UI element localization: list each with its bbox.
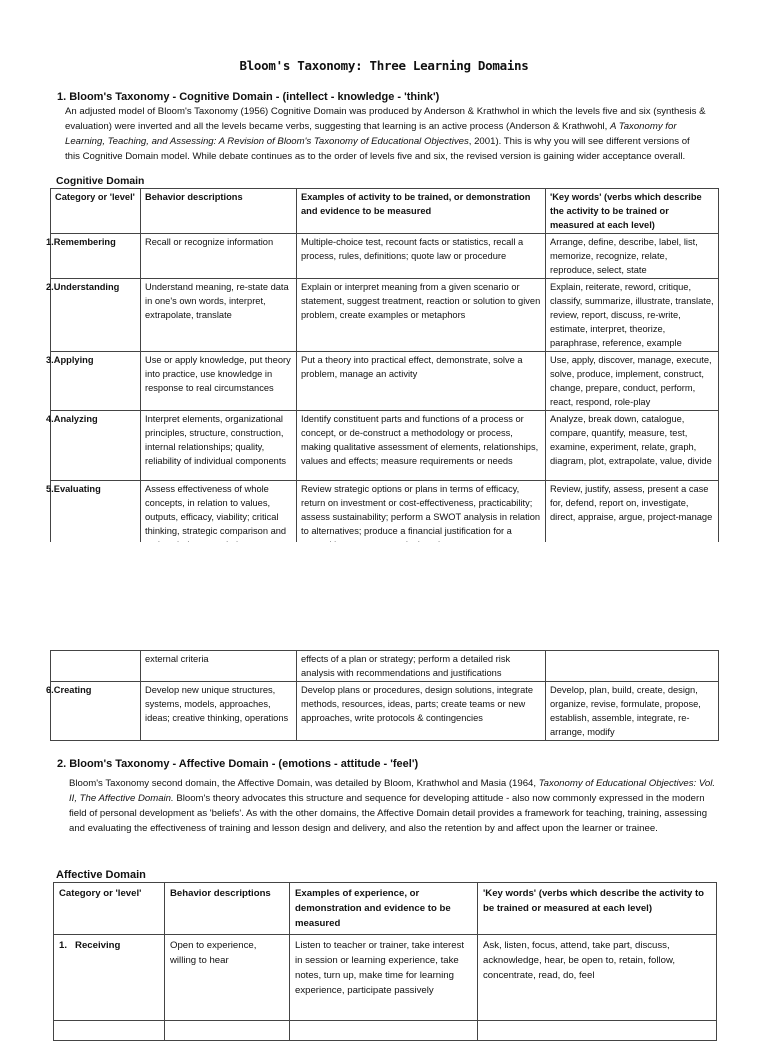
affective-intro-book-title: Taxonomy of Educational Objectives: Vol. II, The Affective Domain. [69,778,716,804]
level-number: 5. [46,484,54,494]
keywords-cell [478,1021,717,1041]
behavior-cell [165,1021,290,1041]
cognitive-section-heading: 1. Bloom's Taxonomy - Cognitive Domain - (intellect - knowledge - 'think') [57,91,440,103]
table-header-row [51,189,719,234]
behavior-cell: Recall or recognize information [141,234,297,279]
level-cell [46,352,141,411]
examples-cell: Develop plans or procedures, design solutions, integrate methods, resources, ideas, parts; create teams or new approaches, write protocols & contingencies [297,682,546,741]
affective-domain-table [53,882,717,1041]
level-number: 4. [46,414,54,424]
header-keywords: 'Key words' (verbs which describe the activity to be trained or measured at each level) [546,189,719,234]
table-row [54,935,717,1021]
level-cell [51,651,141,682]
affective-intro [69,776,717,836]
examples-cell: Listen to teacher or trainer, take interest in session or learning experience, take notes, turn up, make time for learning experience, participate passively [290,935,478,1021]
table-row [51,352,719,411]
behavior-cell: Open to experience, willing to hear [165,935,290,1021]
cognitive-domain-table-continued [46,650,719,741]
keywords-cell: Use, apply, discover, manage, execute, solve, produce, implement, construct, change, prepare, conduct, perform, react, respond, role-play [546,352,719,411]
affective-intro-text-c: Bloom's theory advocates this structure and sequence for developing attitude - also now commonly expressed in the modern field of personal development as 'beliefs'. As with the other domains, the Affective Domain detail provides a framework for teaching, training, assessing and evaluating the effectiveness of training and lesson design and delivery, and also the retention by and affect upon the learner or trainee. [69,793,708,834]
behavior-cell: Assess effectiveness of whole concepts, in relation to values, outputs, efficacy, viability; critical thinking, strategic comparison and [141,481,297,554]
behavior-cell: Use or apply knowledge, put theory into practice, use knowledge in response to real circumstances [141,352,297,411]
table-row [51,279,719,352]
level-cell [46,234,141,279]
level-cell [54,935,165,1021]
table-row-continuation [51,651,719,682]
level-name: Evaluating [53,484,101,494]
cognitive-intro [65,104,725,164]
header-behavior: Behavior descriptions [165,883,290,935]
intro-line-3-text: , 2001). This is why you will see different versions of [468,136,690,147]
level-cell [46,682,141,741]
header-examples: Examples of activity to be trained, or demonstration and evidence to be measured [297,189,546,234]
keywords-cell: Review, justify, assess, present a case for, defend, report on, investigate, direct, appraise, argue, project-manage [546,481,719,554]
level-number: 2. [46,282,54,292]
intro-line-3-book-title: Learning, Teaching, and Assessing: A Revision of Bloom's Taxonomy of Educational Objectives [65,136,469,147]
affective-table-caption: Affective Domain [56,869,146,881]
level-name: Understanding [53,282,120,292]
examples-cell [290,1021,478,1041]
keywords-cell: Analyze, break down, catalogue, compare, quantify, measure, test, examine, experiment, relate, graph, diagram, plot, extrapolate, value, divide [546,411,719,481]
level-name: Remembering [53,237,116,247]
header-keywords: 'Key words' (verbs which describe the activity to be trained or measured at each level) [478,883,717,935]
behavior-cell: Develop new unique structures, systems, models, approaches, ideas; creative thinking, operations [141,682,297,741]
cognitive-table-caption: Cognitive Domain [56,176,145,187]
level-name: Analyzing [53,414,98,424]
examples-cell: effects of a plan or strategy; perform a detailed risk analysis with recommendations and justifications [297,651,546,682]
intro-line-2-book-title: A Taxonomy for [610,121,677,132]
intro-line-2 [65,119,725,134]
table-row [51,682,719,741]
level-number: 1. [59,940,68,951]
keywords-cell [546,651,719,682]
header-level: Category or 'level' [51,189,141,234]
table-row [51,234,719,279]
affective-intro-text-a: Bloom's Taxonomy second domain, the Affective Domain, was detailed by Bloom, Krathwhol and Masia (1964, [69,778,537,789]
level-number: 1. [46,237,54,247]
level-number: 3. [46,355,54,365]
behavior-cell: external criteria [141,651,297,682]
cognitive-domain-table [46,188,719,554]
keywords-cell: Explain, reiterate, reword, critique, classify, summarize, illustrate, translate, review, report, discuss, re-write, estimate, interpret, theorize, paraphrase, reference, example [546,279,719,352]
examples-cell: Identify constituent parts and functions of a process or concept, or de-construct a methodology or process, making qualitative assessment of elements, relationships, values and effects; measure requirements or needs [297,411,546,481]
level-name: Creating [53,685,92,695]
examples-cell: Explain or interpret meaning from a given scenario or statement, suggest treatment, reaction or solution to given problem, create examples or metaphors [297,279,546,352]
table-header-row [54,883,717,935]
level-name: Receiving [75,940,121,951]
level-name: Applying [53,355,94,365]
level-cell [46,411,141,481]
keywords-cell: Arrange, define, describe, label, list, memorize, recognize, relate, reproduce, select, state [546,234,719,279]
table-row-partial [54,1021,717,1041]
document-title: Bloom's Taxonomy: Three Learning Domains [239,58,529,73]
behavior-cell: Interpret elements, organizational principles, structure, construction, internal relationships; quality, reliability of individual components [141,411,297,481]
level-cell [54,1021,165,1041]
header-level: Category or 'level' [54,883,165,935]
examples-cell: Multiple-choice test, recount facts or statistics, recall a process, rules, definitions; quote law or procedure [297,234,546,279]
examples-cell: Review strategic options or plans in terms of efficacy, return on investment or cost-effectiveness, practicability; assess sustainability; perform a SWOT analysis in relation to alternatives; produce a financial justification for a [297,481,546,554]
header-examples: Examples of experience, or demonstration and evidence to be measured [290,883,478,935]
examples-cell: Put a theory into practical effect, demonstrate, solve a problem, manage an activity [297,352,546,411]
page-break-gap [0,542,768,646]
affective-section-heading: 2. Bloom's Taxonomy - Affective Domain - (emotions - attitude - 'feel') [57,758,419,770]
level-number: 6. [46,685,54,695]
header-behavior: Behavior descriptions [141,189,297,234]
keywords-cell: Ask, listen, focus, attend, take part, discuss, acknowledge, hear, be open to, retain, follow, concentrate, read, do, feel [478,935,717,1021]
intro-line-2-text: evaluation) were inverted and all the levels became verbs, suggesting that learning is an active process (Anderson & Krathwohl, [65,121,608,132]
intro-line-3 [65,134,725,149]
keywords-cell: Develop, plan, build, create, design, organize, revise, formulate, propose, establish, assemble, integrate, re-arrange, modify [546,682,719,741]
intro-line-1: An adjusted model of Bloom's Taxonomy (1956) Cognitive Domain was produced by Anderson & Krathwhol in which the levels five and six (synthesis & [65,106,706,117]
table-row [51,411,719,481]
behavior-cell: Understand meaning, re-state data in one's own words, interpret, extrapolate, translate [141,279,297,352]
intro-line-4: this Cognitive Domain model. While debate continues as to the order of levels five and six, the revised version is gaining wider acceptance overall. [65,151,686,162]
level-cell [46,279,141,352]
